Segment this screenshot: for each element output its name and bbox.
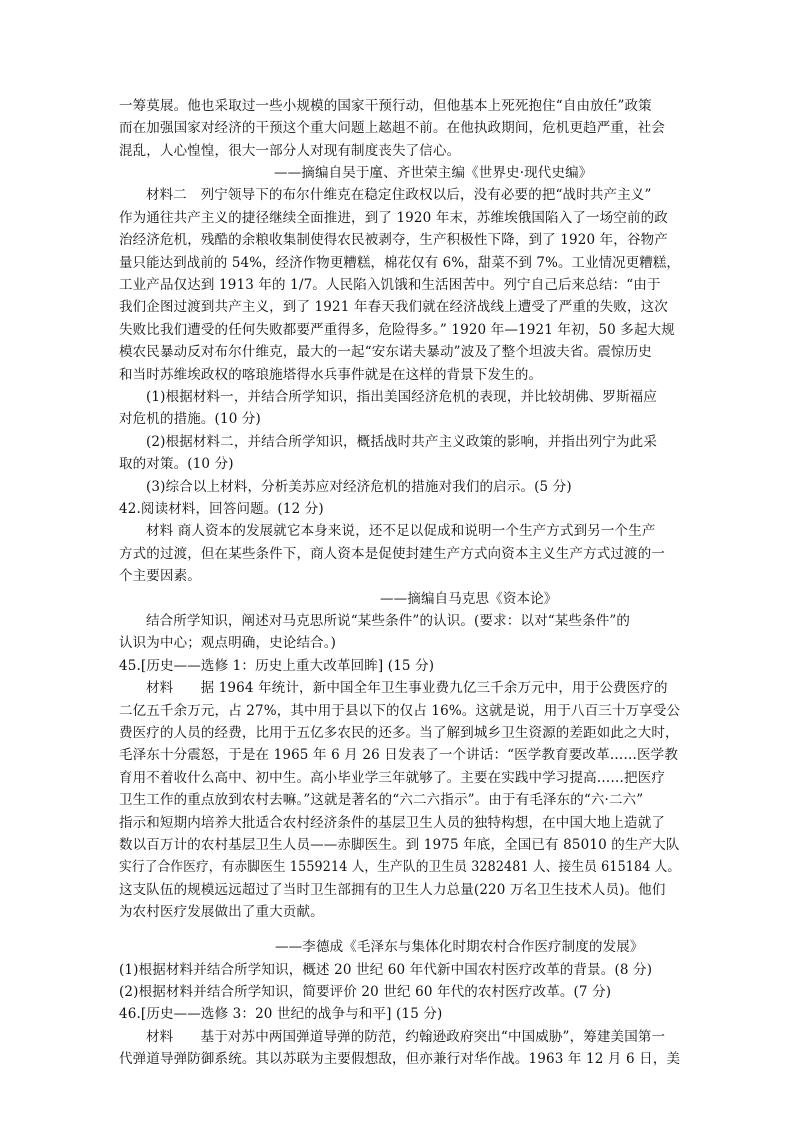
text-line: 代弹道导弹防御系统。其以苏联为主要假想敌，但亦兼行对华作战。1963 年 12 月 6 日，美 [119,1051,681,1067]
text-line: 为农村医疗发展做出了重大贡献。 [119,904,324,920]
text-line: 卫生工作的重点放到农村去嘛。”这就是著名的“六二六指示”。由于有毛泽东的“六·二六” [119,792,644,808]
question-line: (1)根据材料并结合所学知识，概述 20 世纪 60 年代新中国农村医疗改革的背景。(8 分) [119,962,653,978]
source-citation: ——李德成《毛泽东与集体化时期农村合作医疗制度的发展》 [275,939,644,955]
text-line: 而在加强国家对经济的干预这个重大问题上趑趄不前。在他执政期间，危机更趋严重，社会 [119,120,665,136]
text-line: 和当时苏维埃政权的喀琅施塔得水兵事件就是在这样的背景下发生的。 [119,367,543,383]
text-line: 材料 商人资本的发展就它本身来说，还不足以促成和说明一个生产方式到另一个生产 [146,523,656,539]
question-line: (2)根据材料并结合所学知识，简要评价 20 世纪 60 年代的农村医疗改革。(7 分) [119,984,612,1000]
text-line: 这支队伍的规模远远超过了当时卫生部拥有的卫生人力总量(220 万名卫生技术人员)。他们 [119,882,666,898]
text-line: 量只能达到战前的 54%，经济作物更糟糕，棉花仅有 6%，甜菜不到 7%。工业情况更糟糕， [119,255,680,271]
text-line: 一筹莫展。他也采取过一些小规模的国家干预行动，但他基本上死死抱住“自由放任”政策 [119,98,652,114]
text-line: 材料 基于对苏中两国弹道导弹的防范，约翰逊政府突出“中国威胁”，筹建美国第一 [146,1029,666,1045]
text-line: 我们企图过渡到共产主义，到了 1921 年春天我们就在经济战线上遭受了严重的失败，这次 [119,299,668,315]
section-heading: 42.阅读材料，回答问题。(12 分) [119,501,324,517]
text-line: 治经济危机，残酷的余粮收集制使得农民被剥夺，生产积极性下降，到了 1920 年，谷物产 [119,232,668,248]
text-line: 模农民暴动反对布尔什维克，最大的一起“安东诺夫暴动”波及了整个坦波夫省。震惊历史 [119,344,652,360]
text-line: 毛泽东十分震怒，于是在 1965 年 6 月 26 日发表了一个讲话：“医学教育要改革……医学教 [119,747,678,763]
text-line: 数以百万计的农村基层卫生人员——赤脚医生。到 1975 年底，全国已有 85010 的生产大队 [119,837,680,853]
question-line: (3)综合以上材料，分析美苏应对经济危机的措施对我们的启示。(5 分) [146,479,572,495]
question-line: 对危机的措施。(10 分) [119,411,261,427]
section-heading: 46.[历史——选修 3：20 世纪的战争与和平] (15 分) [119,1006,443,1022]
text-line: 混乱，人心惶惶，很大一部分人对现有制度丧失了信心。 [119,143,461,159]
text-line: 材料二 列宁领导下的布尔什维克在稳定住政权以后，没有必要的把“战时共产主义” [146,187,652,203]
question-line: 结合所学知识，阐述对马克思所说“某些条件”的认识。(要求：以对“某些条件”的 [146,613,631,629]
text-line: 指示和短期内培养大批适合农村经济条件的基层卫生人员的独特构想，在中国大地上造就了 [119,815,665,831]
text-line: 作为通往共产主义的捷径继续全面推进，到了 1920 年末，苏维埃俄国陷入了一场空前的政 [119,210,668,226]
text-line: 二亿五千余万元，占 27%，其中用于县以下的仅占 16%。这就是说，用于八百三十万享受公 [119,703,681,719]
section-heading: 45.[历史——选修 1：历史上重大改革回眸] (15 分) [119,658,435,674]
text-line: 方式的过渡，但在某些条件下，商人资本是促使封建生产方式向资本主义生产方式过渡的一 [119,546,665,562]
source-citation: ——摘编自吴于廑、齐世荣主编《世界史·现代史编》 [274,165,593,181]
text-line: 个主要因素。 [119,568,201,584]
text-line: 费医疗的人员的经费，比用于五亿多农民的还多。当了解到城乡卫生资源的差距如此之大时， [119,725,679,741]
text-line: 育用不着收什么高中、初中生。高小毕业学三年就够了。主要在实践中学习提高……把医疗 [119,770,665,786]
text-line: 失败比我们遭受的任何失败都要严重得多，危险得多。” 1920 年—1921 年初，50 多起大规 [119,322,675,338]
source-citation: ——摘编自马克思《资本论》 [380,591,558,607]
question-line: 认识为中心；观点明确，史论结合。) [119,635,337,651]
question-line: 取的对策。(10 分) [119,456,234,472]
text-line: 实行了合作医疗，有赤脚医生 1559214 人，生产队的卫生员 3282481 人、接生员 615184 人。 [119,859,681,875]
question-line: (1)根据材料一，并结合所学知识，指出美国经济危机的表现，并比较胡佛、罗斯福应 [146,389,657,405]
text-line: 材料 据 1964 年统计，新中国全年卫生事业费九亿三千余万元中，用于公费医疗的 [146,680,668,696]
text-line: 工业产品仅达到 1913 年的 1/7。人民陷入饥饿和生活困苦中。列宁自己后来总结：“由于 [119,277,661,293]
question-line: (2)根据材料二，并结合所学知识，概括战时共产主义政策的影响，并指出列宁为此采 [146,434,657,450]
